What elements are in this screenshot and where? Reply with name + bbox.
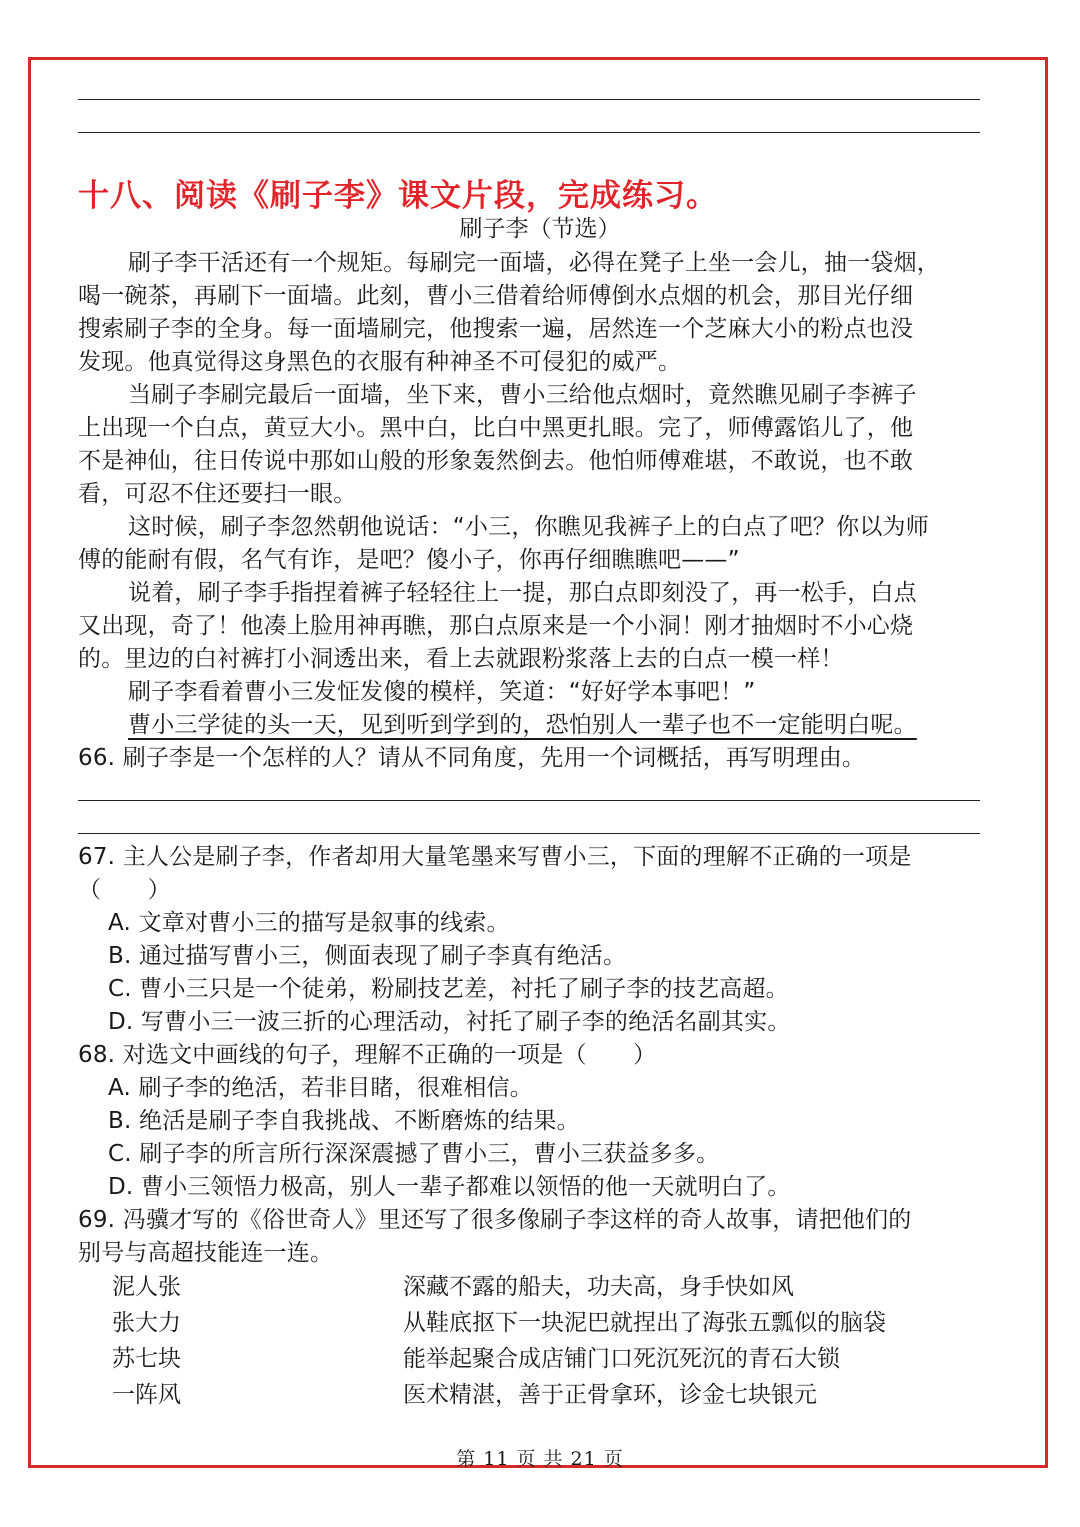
question-66: 66. 刷子李是一个怎样的人？请从不同角度，先用一个词概括，再写明理由。 <box>78 745 866 771</box>
match-name[interactable]: 张大力 <box>112 1310 181 1336</box>
match-skill[interactable]: 能举起聚合成店铺门口死沉死沉的青石大锁 <box>403 1346 840 1372</box>
question-67-stem: 67. 主人公是刷子李，作者却用大量笔墨来写曹小三，下面的理解不正确的一项是 <box>78 844 912 870</box>
match-skill[interactable]: 医术精湛，善于正骨拿环，诊金七块银元 <box>403 1382 817 1408</box>
option-d[interactable]: D. 写曹小三一波三折的心理活动，衬托了刷子李的绝活名副其实。 <box>108 1009 791 1035</box>
answer-line[interactable] <box>78 132 980 133</box>
match-name[interactable]: 一阵风 <box>112 1382 181 1408</box>
passage-line: 搜索刷子李的全身。每一面墙刷完，他搜索一遍，居然连一个芝麻大小的粉点也没 <box>78 316 914 342</box>
answer-line[interactable] <box>78 800 980 801</box>
option-a[interactable]: A. 刷子李的绝活，若非目睹，很难相信。 <box>108 1075 533 1101</box>
match-name[interactable]: 泥人张 <box>112 1274 181 1300</box>
underlined-sentence: 曹小三学徒的头一天，见到听到学到的，恐怕别人一辈子也不一定能明白呢。 <box>128 712 917 738</box>
section-heading: 十八、阅读《刷子李》课文片段，完成练习。 <box>78 178 718 214</box>
passage-line: 又出现，奇了！他凑上脸用神再瞧，那白点原来是一个小洞！刚才抽烟时不小心烧 <box>78 613 914 639</box>
passage-line: 说着，刷子李手指捏着裤子轻轻往上一提，那白点即刻没了，再一松手，白点 <box>128 580 917 606</box>
passage-line: 不是神仙，往日传说中那如山般的形象轰然倒去。他怕师傅难堪，不敢说，也不敢 <box>78 448 914 474</box>
question-69-stem: 69. 冯骥才写的《俗世奇人》里还写了很多像刷子李这样的奇人故事，请把他们的 <box>78 1207 912 1233</box>
passage-line: 上出现一个白点，黄豆大小。黑中白，比白中黑更扎眼。完了，师傅露馅儿了，他 <box>78 415 914 441</box>
option-c[interactable]: C. 曹小三只是一个徒弟，粉刷技艺差，衬托了刷子李的技艺高超。 <box>108 976 789 1002</box>
question-68-stem: 68. 对选文中画线的句子，理解不正确的一项是（ ） <box>78 1042 657 1068</box>
page-footer: 第 11 页 共 21 页 <box>456 1448 624 1470</box>
answer-line[interactable] <box>78 833 980 834</box>
passage-line: 这时候，刷子李忽然朝他说话：“小三，你瞧见我裤子上的白点了吧？你以为师 <box>128 514 929 540</box>
passage-line: 傅的能耐有假，名气有诈，是吧？傻小子，你再仔细瞧瞧吧——” <box>78 547 740 573</box>
option-a[interactable]: A. 文章对曹小三的描写是叙事的线索。 <box>108 910 510 936</box>
match-skill[interactable]: 深藏不露的船夫，功夫高，身手快如风 <box>403 1274 794 1300</box>
passage-line: 刷子李干活还有一个规矩。每刷完一面墙，必得在凳子上坐一会儿，抽一袋烟， <box>128 250 940 276</box>
match-name[interactable]: 苏七块 <box>112 1346 181 1372</box>
option-d[interactable]: D. 曹小三领悟力极高，别人一辈子都难以领悟的他一天就明白了。 <box>108 1174 791 1200</box>
passage-line: 当刷子李刷完最后一面墙，坐下来，曹小三给他点烟时，竟然瞧见刷子李裤子 <box>128 382 917 408</box>
passage-line: 喝一碗茶，再刷下一面墙。此刻，曹小三借着给师傅倒水点烟的机会，那目光仔细 <box>78 283 914 309</box>
passage-line: 的。里边的白衬裤打小洞透出来，看上去就跟粉浆落上去的白点一模一样！ <box>78 646 844 672</box>
answer-line[interactable] <box>78 99 980 100</box>
option-b[interactable]: B. 通过描写曹小三，侧面表现了刷子李真有绝活。 <box>108 943 627 969</box>
passage-title: 刷子李（节选） <box>459 216 621 242</box>
passage-line: 发现。他真觉得这身黑色的衣服有种神圣不可侵犯的威严。 <box>78 349 682 375</box>
question-67-blank[interactable]: （ ） <box>78 877 171 903</box>
passage-line: 看，可忍不住还要扫一眼。 <box>78 481 357 507</box>
match-skill[interactable]: 从鞋底抠下一块泥巴就捏出了海张五瓢似的脑袋 <box>403 1310 886 1336</box>
passage-line: 刷子李看着曹小三发怔发傻的模样，笑道：“好好学本事吧！” <box>128 679 756 705</box>
option-b[interactable]: B. 绝活是刷子李自我挑战、不断磨炼的结果。 <box>108 1108 580 1134</box>
option-c[interactable]: C. 刷子李的所言所行深深震撼了曹小三，曹小三获益多多。 <box>108 1141 720 1167</box>
question-69-stem: 别号与高超技能连一连。 <box>78 1240 334 1266</box>
